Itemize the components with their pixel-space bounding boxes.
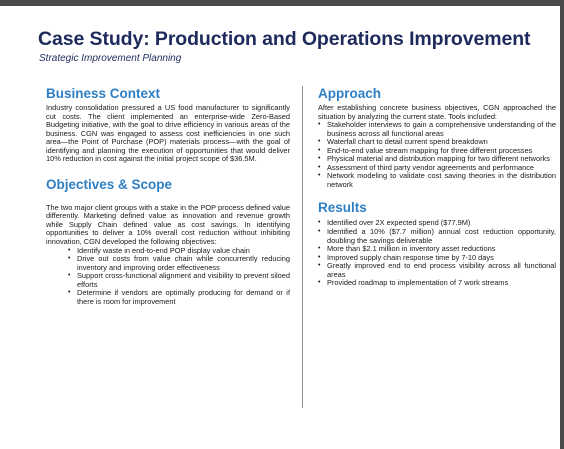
list-item: • Provided roadmap to implementation of 7 work streams: [318, 279, 556, 288]
results-section: [318, 200, 556, 287]
approach-list: [318, 121, 556, 189]
objectives-body: The two major client groups with a stake in the POP process defined value differently. Marketing defined value as innovation and revenue growth while Supply Chain defined value as cost savings. In identifying opportunities to deliver a 10% overall cost reduction without inhibiting innovation, CGN developed the following objectives:: [46, 202, 290, 247]
list-item: • Waterfall chart to detail current spend breakdown: [318, 138, 556, 147]
document-page: [0, 6, 560, 449]
objectives-section: [46, 177, 290, 307]
list-item: • Support cross-functional alignment and visibility to prevent siloed efforts: [68, 272, 290, 289]
list-item: • Assessment of third party vendor agreements and performance: [318, 164, 556, 173]
business-context-body: Industry consolidation pressured a US food manufacturer to significantly cut costs. The client implemented an enterprise-wide Zero-Based Budgeting initiative, with the goal to drive efficiency in various areas of the business. CGN was engaged to assess cost inefficiencies in one such area—the Point of Purchase (POP) materials process—with the goal of identifying and planning the execution of opportunities that would deliver 10% reduction in cost against the initial project scope of $36.5M.: [46, 103, 290, 164]
page-title: Case Study: Production and Operations Improvement: [38, 28, 531, 50]
results-heading: Results: [318, 200, 367, 216]
list-item: • Determine if vendors are optimally producing for demand or if there is room for improvement: [68, 289, 290, 306]
approach-section: [318, 86, 556, 189]
results-list: [318, 219, 556, 287]
list-item: • Identified over 2X expected spend ($77.9M): [318, 219, 556, 228]
list-item: • Stakeholder interviews to gain a comprehensive understanding of the business across all functional areas: [318, 121, 556, 138]
approach-intro: After establishing concrete business objectives, CGN approached the situation by analyzing the current state. Tools included:: [318, 103, 556, 121]
right-column: [318, 86, 556, 288]
objectives-list: [68, 247, 290, 307]
list-item: • End-to-end value stream mapping for three different processes: [318, 147, 556, 156]
list-item: • Physical material and distribution mapping for two different networks: [318, 155, 556, 164]
list-item: • Identify waste in end-to-end POP display value chain: [68, 247, 290, 256]
business-context-heading: Business Context: [46, 86, 161, 101]
page-subtitle: Strategic Improvement Planning: [39, 53, 182, 64]
list-item: • Network modeling to validate cost saving theories in the distribution network: [318, 172, 556, 189]
list-item: • More than $2.1 million in inventory asset reductions: [318, 245, 556, 254]
list-item: • Greatly improved end to end process visibility across all functional areas: [318, 262, 556, 279]
objectives-heading: Objectives & Scope: [46, 176, 173, 192]
list-item: • Drive out costs from value chain while concurrently reducing inventory and improving order effectiveness: [68, 255, 290, 272]
approach-heading: Approach: [318, 86, 382, 101]
left-column: [46, 86, 290, 306]
column-divider: [302, 86, 303, 408]
list-item: • Improved supply chain response time by 7-10 days: [318, 254, 556, 263]
business-context-section: [46, 86, 290, 164]
list-item: • Identified a 10% ($7.7 million) annual cost reduction opportunity, doubling the savings deliverable: [318, 228, 556, 245]
